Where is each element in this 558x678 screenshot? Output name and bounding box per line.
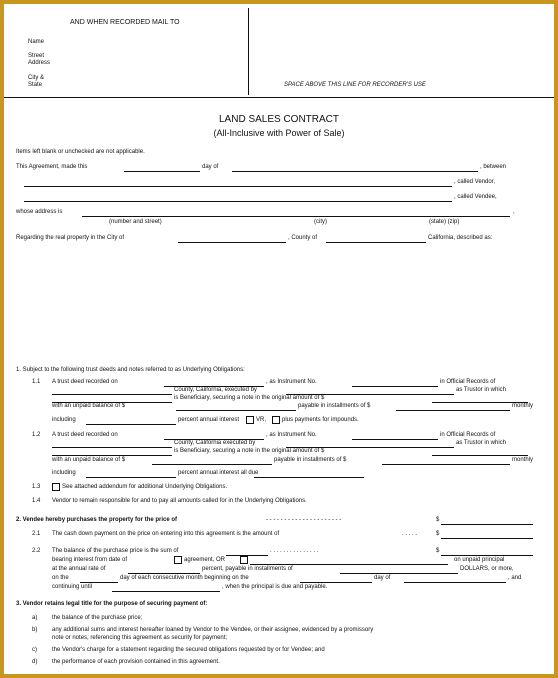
- down-payment-field[interactable]: [441, 538, 533, 539]
- item-3b-line-2: note or notes, referencing this agreement as security for payment;: [52, 635, 228, 641]
- item-1-2-installments-label: payable in installments of $: [274, 457, 347, 463]
- item-1-1-number: 1.1: [32, 379, 41, 385]
- city-field[interactable]: [178, 242, 286, 243]
- section-2-heading: 2. Vendee hereby purchases the property for the price of: [16, 517, 178, 523]
- item-2-2-dollar: $: [436, 548, 440, 554]
- item-1-2-beneficiary-label: is Beneficiary, securing a note in the original amount of $: [174, 448, 325, 454]
- item-1-2-number: 1.2: [32, 432, 41, 438]
- item-2-2-annual-rate-label: at the annual rate of: [52, 566, 106, 572]
- item-2-2-start-month-field[interactable]: [404, 582, 506, 583]
- item-1-3-text: See attached addendum for additional Underlying Obligations.: [62, 484, 228, 490]
- balance-amount-field[interactable]: [441, 555, 533, 556]
- item-3b-line-1: any additional sums and interest hereafter loaned by Vendor to the Vendee, or their assignee, evidenced by a promissory: [52, 627, 374, 633]
- whose-address-label: whose address is: [16, 209, 63, 215]
- item-1-1-annual-interest-label: percent annual interest: [178, 417, 240, 423]
- agreement-made-label: This Agreement, made this: [16, 164, 88, 170]
- between-label: , between: [480, 164, 507, 170]
- item-2-2-other-checkbox[interactable]: [240, 556, 248, 564]
- city-caption: (city): [314, 219, 327, 225]
- item-2-2-start-day-field[interactable]: [300, 582, 372, 583]
- item-2-1-text: The cash down payment on the price on entering into this agreement is the amount of: [52, 531, 280, 537]
- recorder-line: [4, 97, 554, 98]
- item-1-2-annual-interest-label: percent annual interest all due: [178, 470, 259, 476]
- agreement-month-field[interactable]: [232, 171, 478, 172]
- item-2-1-dollar: $: [436, 531, 440, 537]
- city-label: City &: [28, 75, 45, 81]
- item-2-1-number: 2.1: [32, 531, 41, 537]
- item-1-2-instrument-field[interactable]: [352, 439, 438, 440]
- item-3b-label: b): [32, 627, 38, 633]
- section-2-dots: - - - - - - - - - - - - - - - - - - - - -: [266, 517, 342, 523]
- item-1-2-executed-label: County, California executed by: [174, 440, 256, 446]
- recorded-mail-label: AND WHEN RECORDED MAIL TO: [70, 19, 180, 26]
- page-title: LAND SALES CONTRACT: [218, 114, 340, 125]
- item-2-2-bearing-label: bearing interest from date of: [52, 557, 128, 563]
- item-1-2-instrument-label: , as Instrument No.: [266, 432, 317, 438]
- contract-page: [4, 4, 554, 674]
- item-2-2-day-field[interactable]: [80, 582, 118, 583]
- item-3a-label: a): [32, 615, 38, 621]
- recorder-note: SPACE ABOVE THIS LINE FOR RECORDER'S USE: [284, 82, 426, 88]
- vendee-name-field[interactable]: [24, 201, 452, 202]
- called-vendor-label: , called Vendor,: [454, 179, 496, 185]
- item-2-2-installment-field[interactable]: [340, 573, 458, 574]
- item-1-2-recorded-label: A trust deed recorded on: [52, 432, 118, 438]
- item-3c-label: c): [32, 647, 37, 653]
- item-1-1-interest-rate-field[interactable]: [86, 424, 176, 425]
- section-1-heading: 1. Subject to the following trust deeds and notes referred to as Underlying Obligations:: [16, 367, 245, 373]
- item-2-2-installments-label: percent, payable in installments of: [202, 566, 293, 572]
- item-1-1-monthly-label: monthly: [512, 403, 534, 409]
- item-1-2-including-label: including: [52, 470, 76, 476]
- address-comma: ,: [513, 209, 515, 215]
- item-1-2-unpaid-balance-field[interactable]: [152, 464, 272, 465]
- item-1-1-impounds-label: plus payments for impounds.: [282, 417, 359, 423]
- item-1-2-beneficiary-field[interactable]: [52, 455, 172, 456]
- header-divider: [248, 8, 249, 95]
- item-1-2-monthly-label: monthly: [512, 457, 534, 463]
- agreement-day-field[interactable]: [124, 171, 200, 172]
- item-1-3-number: 1.3: [32, 484, 41, 490]
- item-2-2-number: 2.2: [32, 548, 41, 554]
- address-field[interactable]: [82, 216, 510, 217]
- county-of-label: , County of: [288, 235, 318, 241]
- item-1-1-official-records-label: in Official Records of: [440, 379, 496, 385]
- item-1-1-recorded-label: A trust deed recorded on: [52, 379, 118, 385]
- item-1-2-interest-rate-field[interactable]: [86, 477, 176, 478]
- state-label: State: [28, 82, 43, 88]
- item-1-1-vr-label: VR,: [256, 417, 267, 423]
- section-3-heading: 3. Vendor retains legal title for the purpose of securing payment of:: [16, 601, 208, 607]
- item-2-2-balance-label: The balance of the purchase price is the sum of: [52, 548, 179, 554]
- item-1-1-unpaid-balance-label: with an unpaid balance of $: [52, 403, 126, 409]
- item-2-2-consecutive-label: day of each consecutive month beginning on the: [120, 575, 249, 581]
- page-subtitle: (All-Inclusive with Power of Sale): [213, 128, 345, 138]
- item-2-2-and-label: , and: [508, 575, 522, 581]
- county-field[interactable]: [326, 242, 426, 243]
- item-2-2-until-field[interactable]: [112, 591, 220, 592]
- street-label: Street: [28, 53, 45, 59]
- day-of-label: day of: [202, 164, 219, 170]
- item-1-4-number: 1.4: [32, 498, 41, 504]
- item-2-2-dots: . . . . . . . . . . . . . . .: [270, 548, 319, 554]
- item-1-1-vr-checkbox[interactable]: [246, 416, 254, 424]
- item-2-2-on-the-label: on the: [52, 575, 69, 581]
- item-3c-text: the Vendor's charge for a statement regarding the secured obligations requested by or for Vendee; and: [52, 647, 325, 653]
- item-1-1-county-field[interactable]: [52, 394, 172, 395]
- blank-note: Items left blank or unchecked are not applicable.: [16, 149, 145, 155]
- item-2-2-principal-due-label: , when the principal is due and payable.: [222, 584, 328, 590]
- item-2-2-day-of-label: day of: [374, 575, 391, 581]
- item-1-2-unpaid-balance-label: with an unpaid balance of $: [52, 457, 126, 463]
- item-1-1-installments-label: payable in installments of $: [298, 403, 371, 409]
- item-1-1-instrument-field[interactable]: [352, 386, 438, 387]
- california-described-label: California, described as:: [428, 235, 493, 241]
- item-3d-text: the performance of each provision contained in this agreement.: [52, 659, 220, 665]
- item-3d-label: d): [32, 659, 38, 665]
- name-label: Name: [28, 39, 45, 45]
- item-2-2-dollars-label: DOLLARS, or more,: [460, 566, 514, 572]
- item-1-2-trustor-label: as Trustor in which: [456, 440, 507, 446]
- section-2-dollar: $: [436, 517, 440, 523]
- purchase-price-field[interactable]: [441, 524, 533, 525]
- item-1-2-due-field[interactable]: [254, 477, 364, 478]
- item-1-1-including-label: including: [52, 417, 76, 423]
- item-1-1-executed-label: County, California, executed by: [174, 387, 257, 393]
- item-1-1-beneficiary-label: is Beneficiary, securing a note in the original amount of $: [174, 395, 325, 401]
- item-1-1-impounds-checkbox[interactable]: [272, 416, 280, 424]
- called-vendee-label: , called Vendee,: [454, 194, 497, 200]
- item-2-2-unpaid-principal-label: on unpaid principal: [454, 557, 505, 563]
- item-2-2-rate-field[interactable]: [128, 573, 200, 574]
- item-1-1-unpaid-balance-field[interactable]: [176, 410, 296, 411]
- item-1-2-county-field[interactable]: [52, 447, 172, 448]
- item-1-1-trustor-label: as Trustor in which: [456, 387, 507, 393]
- number-street-caption: (number and street): [109, 219, 162, 225]
- address-label: Address: [28, 60, 51, 66]
- item-1-4-text: Vendor to remain responsible for and to pay all amounts called for in the Underlying Obligations.: [52, 498, 307, 504]
- item-1-2-installments-field[interactable]: [382, 464, 510, 465]
- item-2-2-other-date-field[interactable]: [250, 564, 448, 565]
- item-1-2-official-records-label: in Official Records of: [440, 432, 496, 438]
- item-3a-text: the balance of the purchase price;: [52, 615, 143, 621]
- item-2-2-date-checkbox[interactable]: [174, 556, 182, 564]
- vendor-name-field[interactable]: [24, 186, 452, 187]
- item-1-1-installments-field[interactable]: [396, 410, 510, 411]
- item-2-2-continuing-label: continuing until: [52, 584, 93, 590]
- item-2-1-dots: . . . . .: [402, 531, 418, 537]
- item-1-3-checkbox[interactable]: [52, 483, 60, 491]
- item-1-2-original-amount-field[interactable]: [432, 455, 528, 456]
- state-zip-caption: (state) (zip): [429, 219, 460, 225]
- item-1-1-instrument-label: , as Instrument No.: [266, 379, 317, 385]
- item-2-2-agreement-or-label: agreement, OR: [184, 557, 226, 563]
- regarding-label: Regarding the real property in the City of: [16, 235, 125, 241]
